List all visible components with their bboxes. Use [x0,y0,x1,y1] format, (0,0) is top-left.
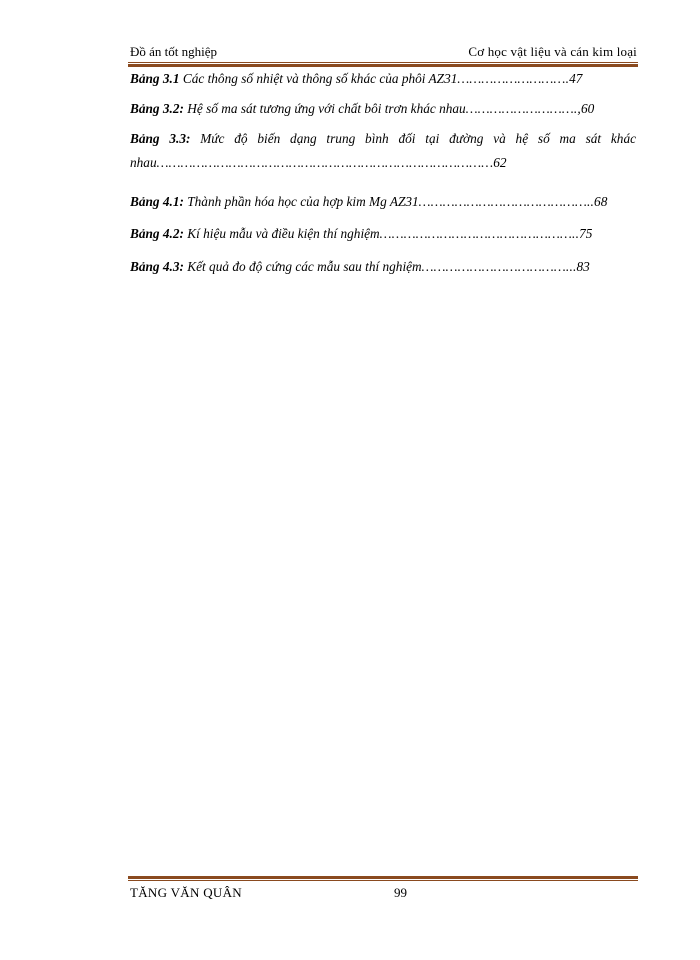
toc-entry-4-3[interactable] [130,258,636,276]
toc-page: 75 [579,226,593,241]
toc-entry-3-1[interactable] [130,70,636,88]
toc-title: Thành phần hóa học của hợp kim Mg AZ31 [183,194,419,209]
toc-title: Các thông số nhiệt và thông số khác của phôi AZ31 [179,71,458,86]
footer-page-number: 99 [394,885,407,900]
header-rule [128,62,638,67]
toc-title-continued: nhau [130,155,157,170]
toc-leader: ………………………………... [421,259,577,274]
toc-leader: ………………………., [465,101,581,116]
toc-title: Mức độ biến dạng trung bình đối tại đường và hệ số ma sát khác [190,131,636,146]
toc-leader: ………………………………………….. [379,226,580,241]
toc-page: 68 [594,194,608,209]
toc-entry-4-1[interactable] [130,193,636,211]
toc-label: Bảng 3.3: [130,131,191,146]
toc-leader: ………………………………………………………………………… [156,155,494,170]
toc-title: Kết quả đo độ cứng các mẫu sau thí nghiệm [183,259,422,274]
toc-title: Kí hiệu mẫu và điều kiện thí nghiệm [183,226,380,241]
toc-entry-4-2[interactable] [130,225,636,243]
toc-leader: ………………………. [457,71,570,86]
toc-page: 83 [576,259,590,274]
toc-page: 62 [493,155,507,170]
toc-label: Bảng 4.1: [130,194,184,209]
header-right-text: Cơ học vật liệu và cán kim loại [468,44,637,59]
toc-entry-3-2[interactable] [130,100,636,118]
header-left-text: Đồ án tốt nghiệp [130,44,218,59]
toc-title: Hệ số ma sát tương ứng với chất bôi trơn khác nhau [183,101,466,116]
toc-label: Bảng 3.1 [130,71,180,86]
toc-page: 47 [569,71,583,86]
toc-label: Bảng 4.2: [130,226,184,241]
toc-page: 60 [580,101,595,116]
footer-author: TĂNG VĂN QUÂN [130,885,242,900]
toc-entry-3-3[interactable] [130,127,636,175]
toc-leader: …………………………………….. [418,194,595,209]
toc-label: Bảng 3.2: [130,101,184,116]
footer-rule [128,876,638,881]
toc-label: Bảng 4.3: [130,259,184,274]
